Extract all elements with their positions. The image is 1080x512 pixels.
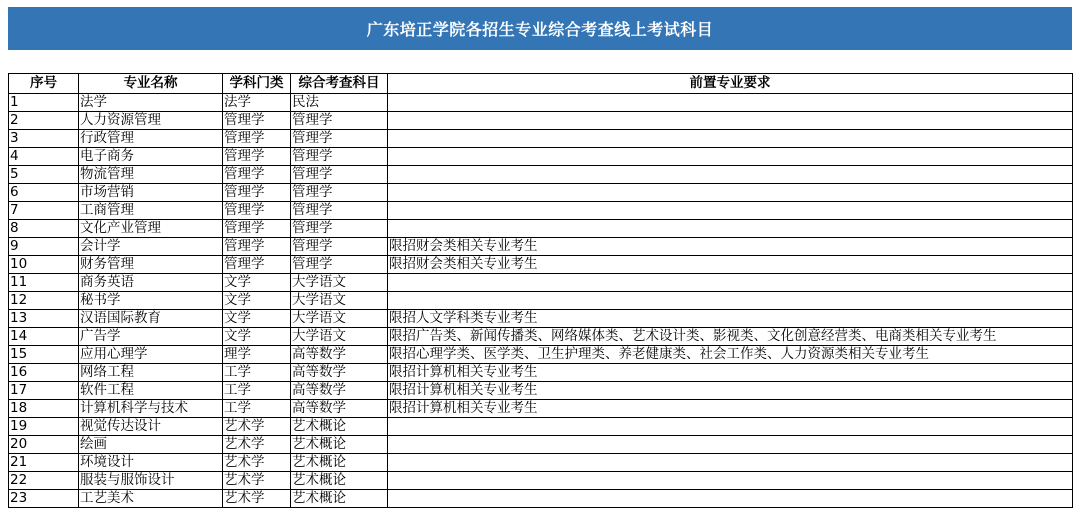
discipline-cell: 管理学: [223, 148, 291, 166]
discipline-cell: 管理学: [223, 130, 291, 148]
row-index-cell: 20: [9, 436, 79, 454]
row-index-cell: 5: [9, 166, 79, 184]
discipline-cell: 工学: [223, 382, 291, 400]
row-index-cell: 17: [9, 382, 79, 400]
major-name-cell: 物流管理: [79, 166, 223, 184]
prerequisite-cell: 限招计算机相关专业考生: [388, 382, 1073, 400]
discipline-cell: 管理学: [223, 220, 291, 238]
discipline-cell: 工学: [223, 364, 291, 382]
prerequisite-cell: [388, 166, 1073, 184]
discipline-cell: 艺术学: [223, 472, 291, 490]
prerequisite-cell: [388, 472, 1073, 490]
major-name-cell: 行政管理: [79, 130, 223, 148]
major-name-cell: 工商管理: [79, 202, 223, 220]
exam-subject-cell: 民法: [291, 94, 388, 112]
row-index-cell: 6: [9, 184, 79, 202]
row-index-cell: 23: [9, 490, 79, 508]
exam-subject-cell: 艺术概论: [291, 436, 388, 454]
major-name-cell: 秘书学: [79, 292, 223, 310]
table-row: [9, 220, 1073, 238]
page-title: 广东培正学院各招生专业综合考查线上考试科目: [8, 7, 1072, 50]
discipline-cell: 管理学: [223, 166, 291, 184]
prerequisite-cell: 限招计算机相关专业考生: [388, 400, 1073, 418]
major-name-cell: 市场营销: [79, 184, 223, 202]
discipline-cell: 文学: [223, 328, 291, 346]
prerequisite-cell: [388, 436, 1073, 454]
row-index-cell: 9: [9, 238, 79, 256]
row-index-cell: 16: [9, 364, 79, 382]
major-name-cell: 人力资源管理: [79, 112, 223, 130]
discipline-cell: 工学: [223, 400, 291, 418]
exam-subject-cell: 艺术概论: [291, 418, 388, 436]
table-row: [9, 130, 1073, 148]
table-row: [9, 184, 1073, 202]
table-row: [9, 364, 1073, 382]
discipline-cell: 理学: [223, 346, 291, 364]
exam-subject-cell: 艺术概论: [291, 490, 388, 508]
discipline-cell: 管理学: [223, 184, 291, 202]
header-major: 专业名称: [79, 74, 223, 94]
table-row: [9, 202, 1073, 220]
prerequisite-cell: [388, 274, 1073, 292]
table-row: [9, 472, 1073, 490]
row-index-cell: 3: [9, 130, 79, 148]
exam-subject-cell: 管理学: [291, 238, 388, 256]
row-index-cell: 11: [9, 274, 79, 292]
prerequisite-cell: 限招财会类相关专业考生: [388, 238, 1073, 256]
major-name-cell: 广告学: [79, 328, 223, 346]
exam-subject-cell: 管理学: [291, 148, 388, 166]
exam-subject-cell: 高等数学: [291, 364, 388, 382]
major-name-cell: 法学: [79, 94, 223, 112]
row-index-cell: 13: [9, 310, 79, 328]
major-name-cell: 计算机科学与技术: [79, 400, 223, 418]
row-index-cell: 14: [9, 328, 79, 346]
major-name-cell: 汉语国际教育: [79, 310, 223, 328]
table-row: [9, 274, 1073, 292]
prerequisite-cell: [388, 202, 1073, 220]
table-row: [9, 292, 1073, 310]
table-row: [9, 148, 1073, 166]
major-name-cell: 会计学: [79, 238, 223, 256]
row-index-cell: 22: [9, 472, 79, 490]
prerequisite-cell: [388, 292, 1073, 310]
prerequisite-cell: [388, 94, 1073, 112]
major-name-cell: 财务管理: [79, 256, 223, 274]
row-index-cell: 10: [9, 256, 79, 274]
table-row: [9, 238, 1073, 256]
prerequisite-cell: [388, 130, 1073, 148]
table-row: [9, 94, 1073, 112]
exam-subject-cell: 管理学: [291, 130, 388, 148]
prerequisite-cell: 限招广告类、新闻传播类、网络媒体类、艺术设计类、影视类、文化创意经营类、电商类相关专业考生: [388, 328, 1073, 346]
header-prerequisite: 前置专业要求: [388, 74, 1073, 94]
table-row: [9, 346, 1073, 364]
major-name-cell: 电子商务: [79, 148, 223, 166]
table-row: [9, 256, 1073, 274]
table-row: [9, 328, 1073, 346]
prerequisite-cell: [388, 112, 1073, 130]
exam-subject-cell: 高等数学: [291, 400, 388, 418]
exam-subject-cell: 大学语文: [291, 310, 388, 328]
row-index-cell: 7: [9, 202, 79, 220]
exam-subject-cell: 管理学: [291, 220, 388, 238]
major-name-cell: 应用心理学: [79, 346, 223, 364]
header-row: [9, 74, 1073, 94]
prerequisite-cell: 限招财会类相关专业考生: [388, 256, 1073, 274]
exam-subject-cell: 艺术概论: [291, 454, 388, 472]
discipline-cell: 管理学: [223, 238, 291, 256]
major-name-cell: 软件工程: [79, 382, 223, 400]
major-name-cell: 文化产业管理: [79, 220, 223, 238]
prerequisite-cell: 限招心理学类、医学类、卫生护理类、养老健康类、社会工作类、人力资源类相关专业考生: [388, 346, 1073, 364]
table-row: [9, 418, 1073, 436]
major-name-cell: 工艺美术: [79, 490, 223, 508]
header-exam-subject: 综合考查科目: [291, 74, 388, 94]
prerequisite-cell: [388, 418, 1073, 436]
discipline-cell: 艺术学: [223, 490, 291, 508]
discipline-cell: 艺术学: [223, 454, 291, 472]
prerequisite-cell: [388, 220, 1073, 238]
discipline-cell: 文学: [223, 292, 291, 310]
exam-subject-cell: 大学语文: [291, 292, 388, 310]
exam-subject-cell: 高等数学: [291, 382, 388, 400]
row-index-cell: 1: [9, 94, 79, 112]
table-row: [9, 400, 1073, 418]
major-name-cell: 环境设计: [79, 454, 223, 472]
discipline-cell: 管理学: [223, 112, 291, 130]
prerequisite-cell: [388, 184, 1073, 202]
exam-subject-cell: 大学语文: [291, 328, 388, 346]
discipline-cell: 艺术学: [223, 418, 291, 436]
discipline-cell: 文学: [223, 274, 291, 292]
prerequisite-cell: [388, 490, 1073, 508]
exam-subject-cell: 管理学: [291, 166, 388, 184]
prerequisite-cell: 限招人文学科类专业考生: [388, 310, 1073, 328]
discipline-cell: 文学: [223, 310, 291, 328]
header-index: 序号: [9, 74, 79, 94]
row-index-cell: 15: [9, 346, 79, 364]
table-row: [9, 490, 1073, 508]
discipline-cell: 管理学: [223, 202, 291, 220]
table-row: [9, 454, 1073, 472]
discipline-cell: 艺术学: [223, 436, 291, 454]
subjects-table: [8, 73, 1073, 508]
table-row: [9, 166, 1073, 184]
exam-subject-cell: 管理学: [291, 256, 388, 274]
discipline-cell: 法学: [223, 94, 291, 112]
table-row: [9, 382, 1073, 400]
prerequisite-cell: [388, 454, 1073, 472]
header-discipline: 学科门类: [223, 74, 291, 94]
row-index-cell: 12: [9, 292, 79, 310]
table-body: [9, 94, 1073, 508]
exam-subject-cell: 管理学: [291, 184, 388, 202]
row-index-cell: 19: [9, 418, 79, 436]
row-index-cell: 18: [9, 400, 79, 418]
major-name-cell: 服装与服饰设计: [79, 472, 223, 490]
row-index-cell: 21: [9, 454, 79, 472]
table-row: [9, 112, 1073, 130]
row-index-cell: 8: [9, 220, 79, 238]
prerequisite-cell: 限招计算机相关专业考生: [388, 364, 1073, 382]
major-name-cell: 商务英语: [79, 274, 223, 292]
exam-subject-cell: 艺术概论: [291, 472, 388, 490]
exam-subject-cell: 管理学: [291, 112, 388, 130]
prerequisite-cell: [388, 148, 1073, 166]
exam-subject-cell: 大学语文: [291, 274, 388, 292]
exam-subject-cell: 管理学: [291, 202, 388, 220]
row-index-cell: 2: [9, 112, 79, 130]
row-index-cell: 4: [9, 148, 79, 166]
major-name-cell: 网络工程: [79, 364, 223, 382]
major-name-cell: 绘画: [79, 436, 223, 454]
discipline-cell: 管理学: [223, 256, 291, 274]
exam-subject-cell: 高等数学: [291, 346, 388, 364]
major-name-cell: 视觉传达设计: [79, 418, 223, 436]
table-row: [9, 436, 1073, 454]
table-row: [9, 310, 1073, 328]
